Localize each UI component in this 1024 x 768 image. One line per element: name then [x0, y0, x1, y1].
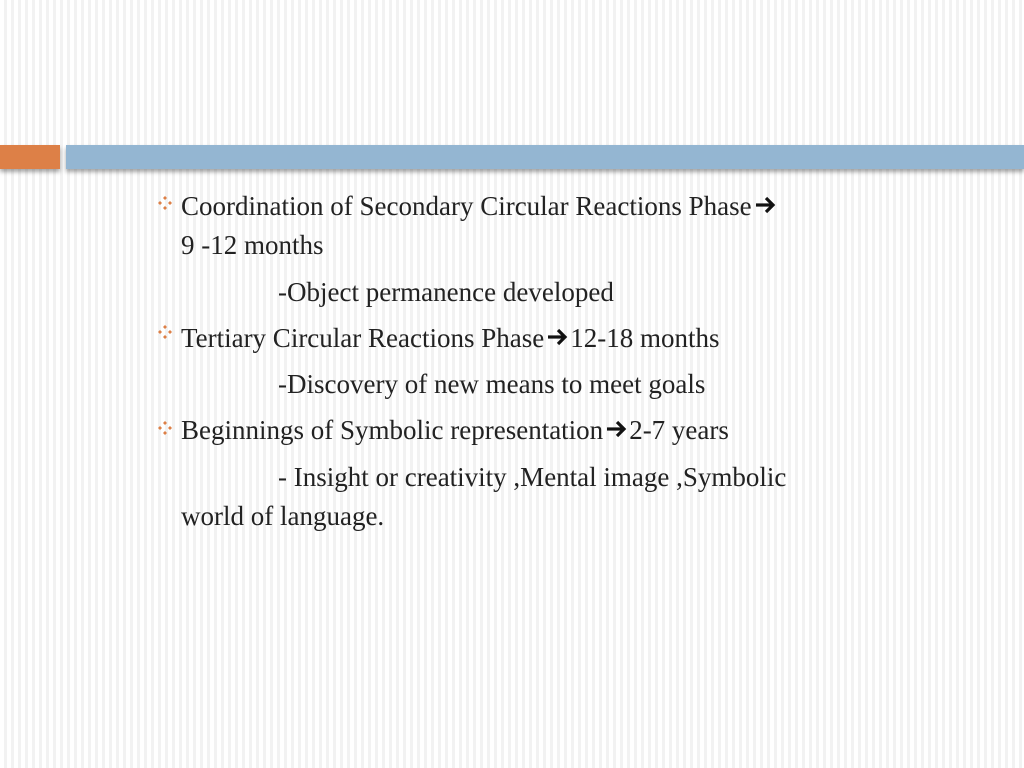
- bullet-text-2: Tertiary Circular Reactions Phase: [181, 323, 545, 353]
- right-arrow-icon: [546, 327, 570, 347]
- sub-text-2: -Discovery of new means to meet goals: [278, 369, 706, 399]
- bullet-text-1: Coordination of Secondary Circular Reactions Phase: [181, 191, 752, 221]
- sub-line-2: [278, 368, 705, 400]
- bullet-value-1: 9 -12 months: [181, 230, 324, 260]
- diamond-bullet-icon: [158, 325, 172, 339]
- sub-line-1: [278, 276, 614, 308]
- bullet-line-2: [181, 322, 720, 354]
- bullet-value-2: 12-18 months: [570, 323, 720, 353]
- diamond-bullet-icon: [158, 421, 172, 435]
- sub-text-1: -Object permanence developed: [278, 277, 614, 307]
- right-arrow-icon: [605, 419, 629, 439]
- sub-text-3: - Insight or creativity ,Mental image ,Symbolic: [278, 462, 787, 492]
- sub-line-3-cont: [181, 500, 384, 532]
- bullet-text-3: Beginnings of Symbolic representation: [181, 415, 604, 445]
- sub-line-3: [278, 461, 786, 493]
- bullet-line-1: [181, 190, 778, 222]
- bullet-line-1-cont: [181, 229, 324, 261]
- right-arrow-icon: [754, 195, 778, 215]
- diamond-bullet-icon: [158, 196, 172, 210]
- sub-text-3-cont: world of language.: [181, 501, 385, 531]
- bullet-line-3: [181, 414, 729, 446]
- bullet-value-3: 2-7 years: [629, 415, 729, 445]
